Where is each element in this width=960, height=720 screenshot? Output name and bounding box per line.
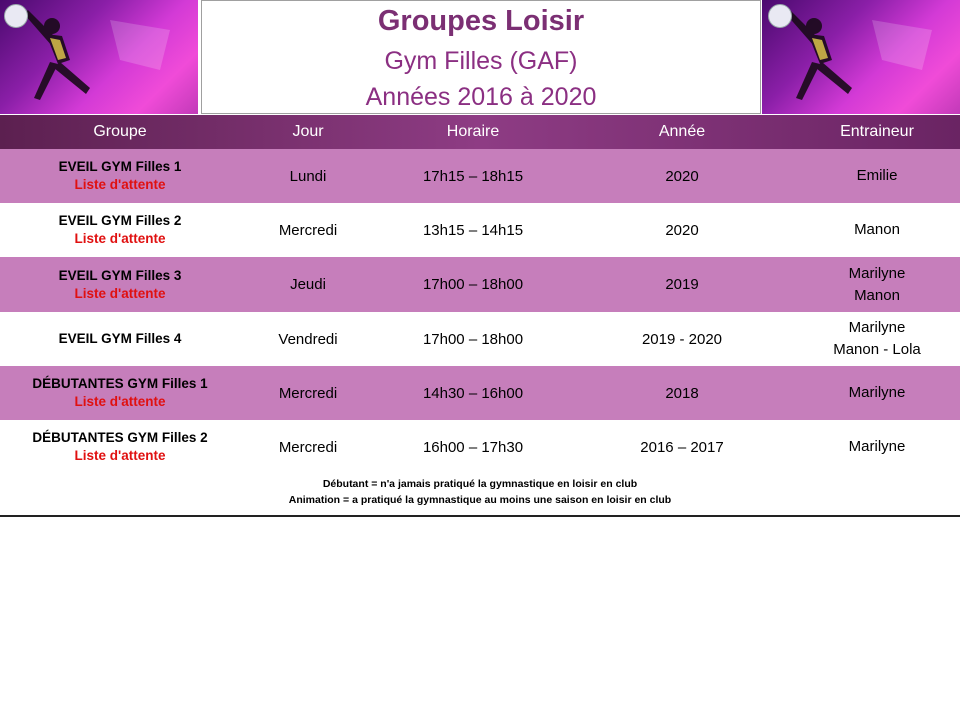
group-name: EVEIL GYM Filles 4 bbox=[58, 331, 182, 346]
table-row bbox=[0, 366, 960, 420]
table-bottom-border bbox=[0, 515, 960, 517]
title-box bbox=[201, 0, 761, 114]
coach-name: Marilyne bbox=[848, 438, 906, 455]
table-row bbox=[0, 203, 960, 257]
table-row bbox=[0, 312, 960, 366]
coach-name: Marilyne bbox=[848, 319, 906, 336]
year-cell: 2019 - 2020 bbox=[641, 330, 723, 348]
day-cell: Mercredi bbox=[278, 438, 338, 456]
group-cell bbox=[0, 366, 240, 420]
column-header-annee: Année bbox=[658, 123, 706, 140]
coach-name: Marilyne bbox=[848, 384, 906, 401]
waitlist-label: Liste d'attente bbox=[74, 394, 166, 409]
coach-name: Emilie bbox=[856, 167, 898, 184]
year-cell: 2019 bbox=[665, 276, 699, 293]
page-years: Années 2016 à 2020 bbox=[365, 83, 597, 111]
gymnast-image-left bbox=[0, 0, 198, 114]
table-row bbox=[0, 257, 960, 312]
coach-cell bbox=[770, 366, 960, 420]
group-cell bbox=[0, 203, 240, 257]
group-name: EVEIL GYM Filles 1 bbox=[58, 159, 182, 174]
table-row bbox=[0, 420, 960, 474]
coach-cell bbox=[770, 312, 960, 366]
column-header-jour: Jour bbox=[292, 123, 324, 140]
time-cell: 17h00 – 18h00 bbox=[422, 330, 524, 348]
time-cell: 16h00 – 17h30 bbox=[422, 438, 524, 456]
year-cell: 2020 bbox=[665, 167, 699, 185]
gymnast-image-right bbox=[762, 0, 960, 114]
waitlist-label: Liste d'attente bbox=[74, 177, 166, 192]
waitlist-label: Liste d'attente bbox=[74, 448, 166, 463]
waitlist-label: Liste d'attente bbox=[74, 231, 166, 246]
group-name: EVEIL GYM Filles 2 bbox=[58, 213, 182, 228]
column-header-groupe: Groupe bbox=[93, 123, 147, 140]
day-cell: Mercredi bbox=[278, 221, 338, 239]
time-cell: 14h30 – 16h00 bbox=[422, 384, 524, 402]
footnote-animation: Animation = a pratiqué la gymnastique au moins une saison en loisir en club bbox=[288, 494, 672, 506]
footnotes bbox=[0, 476, 960, 508]
coach-name: Marilyne bbox=[848, 264, 906, 282]
year-cell: 2016 – 2017 bbox=[640, 438, 724, 456]
waitlist-label: Liste d'attente bbox=[74, 285, 166, 301]
coach-name: Manon - Lola bbox=[833, 341, 921, 358]
table-row bbox=[0, 149, 960, 203]
day-cell: Lundi bbox=[289, 167, 327, 185]
group-cell bbox=[0, 149, 240, 203]
club-logo-icon bbox=[4, 4, 28, 28]
column-header-entraineur: Entraineur bbox=[840, 123, 914, 140]
time-cell: 13h15 – 14h15 bbox=[422, 221, 524, 239]
time-cell: 17h00 – 18h00 bbox=[422, 276, 524, 293]
coach-name: Manon bbox=[854, 286, 900, 304]
group-cell bbox=[0, 420, 240, 474]
group-cell bbox=[0, 257, 240, 312]
time-cell: 17h15 – 18h15 bbox=[422, 167, 524, 185]
club-logo-icon bbox=[768, 4, 792, 28]
day-cell: Jeudi bbox=[290, 276, 326, 293]
table-header bbox=[0, 115, 960, 151]
gymnast-illustration bbox=[0, 0, 198, 114]
group-name: DÉBUTANTES GYM Filles 1 bbox=[32, 376, 208, 391]
group-name: EVEIL GYM Filles 3 bbox=[58, 267, 182, 283]
coach-cell bbox=[770, 257, 960, 312]
year-cell: 2020 bbox=[665, 221, 699, 239]
year-cell: 2018 bbox=[665, 384, 699, 402]
coach-cell bbox=[770, 420, 960, 474]
coach-cell bbox=[770, 149, 960, 203]
group-cell bbox=[0, 312, 240, 366]
page-subtitle: Gym Filles (GAF) bbox=[384, 47, 578, 75]
footnote-debutant: Débutant = n'a jamais pratiqué la gymnastique en loisir en club bbox=[322, 478, 638, 490]
group-name: DÉBUTANTES GYM Filles 2 bbox=[32, 430, 208, 445]
page-title: Groupes Loisir bbox=[377, 5, 585, 37]
coach-name: Manon bbox=[854, 221, 900, 238]
day-cell: Mercredi bbox=[278, 384, 338, 402]
coach-cell bbox=[770, 203, 960, 257]
day-cell: Vendredi bbox=[278, 330, 338, 348]
column-header-horaire: Horaire bbox=[446, 123, 500, 140]
